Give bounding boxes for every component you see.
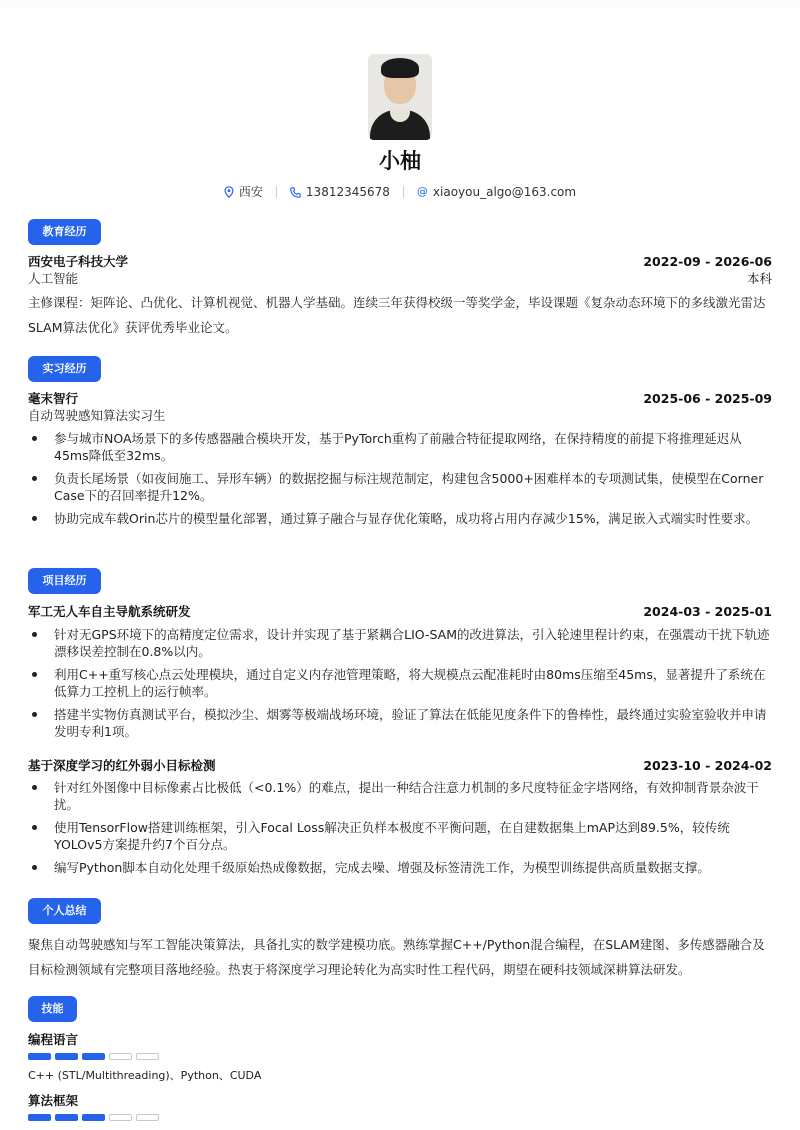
list-item: 编写Python脚本自动化处理千级原始热成像数据，完成去噪、增强及标签清洗工作，为模型训练提供高质量数据支撑。 (28, 859, 772, 876)
contact-divider (403, 186, 404, 198)
education-major: 人工智能 (28, 271, 79, 286)
section-title-education: 教育经历 (28, 219, 101, 245)
project-bullets (28, 779, 772, 882)
contact-email[interactable]: @ xiaoyou_algo@163.com (416, 185, 577, 199)
skill-name: 算法框架 (28, 1093, 79, 1108)
skill-level-bars (28, 1053, 163, 1060)
at-sign-icon: @ (416, 185, 428, 198)
profile-name: 小柚 (379, 149, 421, 173)
internship-company: 毫末智行 (28, 391, 79, 406)
education-description: 主修课程：矩阵论、凸优化、计算机视觉、机器人学基础。连续三年获得校级一等奖学金，毕设课题《复杂动态环境下的多线激光雷达SLAM算法优化》获评优秀毕业论文。 (28, 295, 766, 335)
contact-line (0, 184, 800, 200)
top-strip (0, 0, 800, 8)
bullet-icon (32, 516, 37, 521)
bullet-icon (32, 476, 37, 481)
bullet-icon (32, 825, 37, 830)
education-subheader (28, 271, 772, 287)
location-pin-icon (224, 186, 234, 198)
project-header (28, 604, 772, 620)
list-item: 使用TensorFlow搭建训练框架，引入Focal Loss解决正负样本极度不平衡问题，在自建数据集上mAP达到89.5%，较传统YOLOv5方案提升约7个百分点。 (28, 819, 772, 853)
internship-date: 2025-06 - 2025-09 (643, 391, 772, 406)
section-title-projects: 项目经历 (28, 568, 101, 594)
list-item: 协助完成车载Orin芯片的模型量化部署，通过算子融合与显存优化策略，成功将占用内存减少15%，满足嵌入式端实时性要求。 (28, 510, 772, 527)
skill-level-bars (28, 1114, 163, 1121)
list-item: 针对红外图像中目标像素占比极低（<0.1%）的难点，提出一种结合注意力机制的多尺度特征金字塔网络，有效抑制背景杂波干扰。 (28, 779, 772, 813)
contact-divider (276, 186, 277, 198)
project-title: 基于深度学习的红外弱小目标检测 (28, 758, 216, 773)
project-bullets (28, 626, 772, 746)
project-header (28, 758, 772, 774)
education-degree: 本科 (746, 271, 772, 286)
section-title-summary: 个人总结 (28, 898, 101, 924)
bullet-icon (32, 632, 37, 637)
skill-level-filled (55, 1053, 78, 1060)
skill-name: 编程语言 (28, 1032, 79, 1047)
project-title: 军工无人车自主导航系统研发 (28, 604, 191, 619)
summary-text: 聚焦自动驾驶感知与军工智能决策算法，具备扎实的数学建模功底。熟练掌握C++/Python混合编程，在SLAM建图、多传感器融合及目标检测领域有完整项目落地经验。热衷于将深度学习理论转化为高实时性工程代码，期望在硬科技领域深耕算法研发。 (28, 937, 765, 977)
skill-level-filled (28, 1114, 51, 1121)
skill-level-empty (109, 1114, 132, 1121)
bullet-icon (32, 785, 37, 790)
internship-role: 自动驾驶感知算法实习生 (28, 408, 166, 423)
contact-location: 西安 (224, 184, 263, 200)
skill-level-filled (82, 1114, 105, 1121)
list-item: 负责长尾场景（如夜间施工、异形车辆）的数据挖掘与标注规范制定，构建包含5000+困难样本的专项测试集，使模型在Corner Case下的召回率提升12%。 (28, 470, 772, 504)
list-item: 针对无GPS环境下的高精度定位需求，设计并实现了基于紧耦合LIO-SAM的改进算法，引入轮速里程计约束，在强震动干扰下轨迹漂移误差控制在0.8%以内。 (28, 626, 772, 660)
section-title-skills: 技能 (28, 996, 77, 1022)
education-school: 西安电子科技大学 (28, 254, 129, 269)
bullet-icon (32, 865, 37, 870)
skill-level-filled (28, 1053, 51, 1060)
education-header (28, 254, 772, 270)
skill-level-filled (55, 1114, 78, 1121)
skill-description: C++ (STL/Multithreading)、Python、CUDA (28, 1069, 262, 1082)
internship-bullets (28, 430, 772, 533)
list-item: 参与城市NOA场景下的多传感器融合模块开发，基于PyTorch重构了前融合特征提取网络，在保持精度的前提下将推理延迟从45ms降低至32ms。 (28, 430, 772, 464)
section-title-internship: 实习经历 (28, 356, 101, 382)
bullet-icon (32, 712, 37, 717)
phone-icon (290, 187, 301, 198)
internship-header (28, 391, 772, 407)
skill-level-filled (82, 1053, 105, 1060)
profile-header (0, 54, 800, 200)
list-item: 利用C++重写核心点云处理模块，通过自定义内存池管理策略，将大规模点云配准耗时由80ms压缩至45ms，显著提升了系统在低算力工控机上的运行帧率。 (28, 666, 772, 700)
skill-level-empty (109, 1053, 132, 1060)
education-date: 2022-09 - 2026-06 (643, 254, 772, 269)
list-item: 搭建半实物仿真测试平台，模拟沙尘、烟雾等极端战场环境，验证了算法在低能见度条件下的鲁棒性，最终通过实验室验收并申请发明专利1项。 (28, 706, 772, 740)
bullet-icon (32, 436, 37, 441)
bullet-icon (32, 672, 37, 677)
contact-phone[interactable]: 13812345678 (290, 184, 390, 200)
skill-level-empty (136, 1114, 159, 1121)
skill-level-empty (136, 1053, 159, 1060)
project-date: 2024-03 - 2025-01 (643, 604, 772, 619)
project-date: 2023-10 - 2024-02 (643, 758, 772, 773)
profile-photo (368, 54, 432, 140)
